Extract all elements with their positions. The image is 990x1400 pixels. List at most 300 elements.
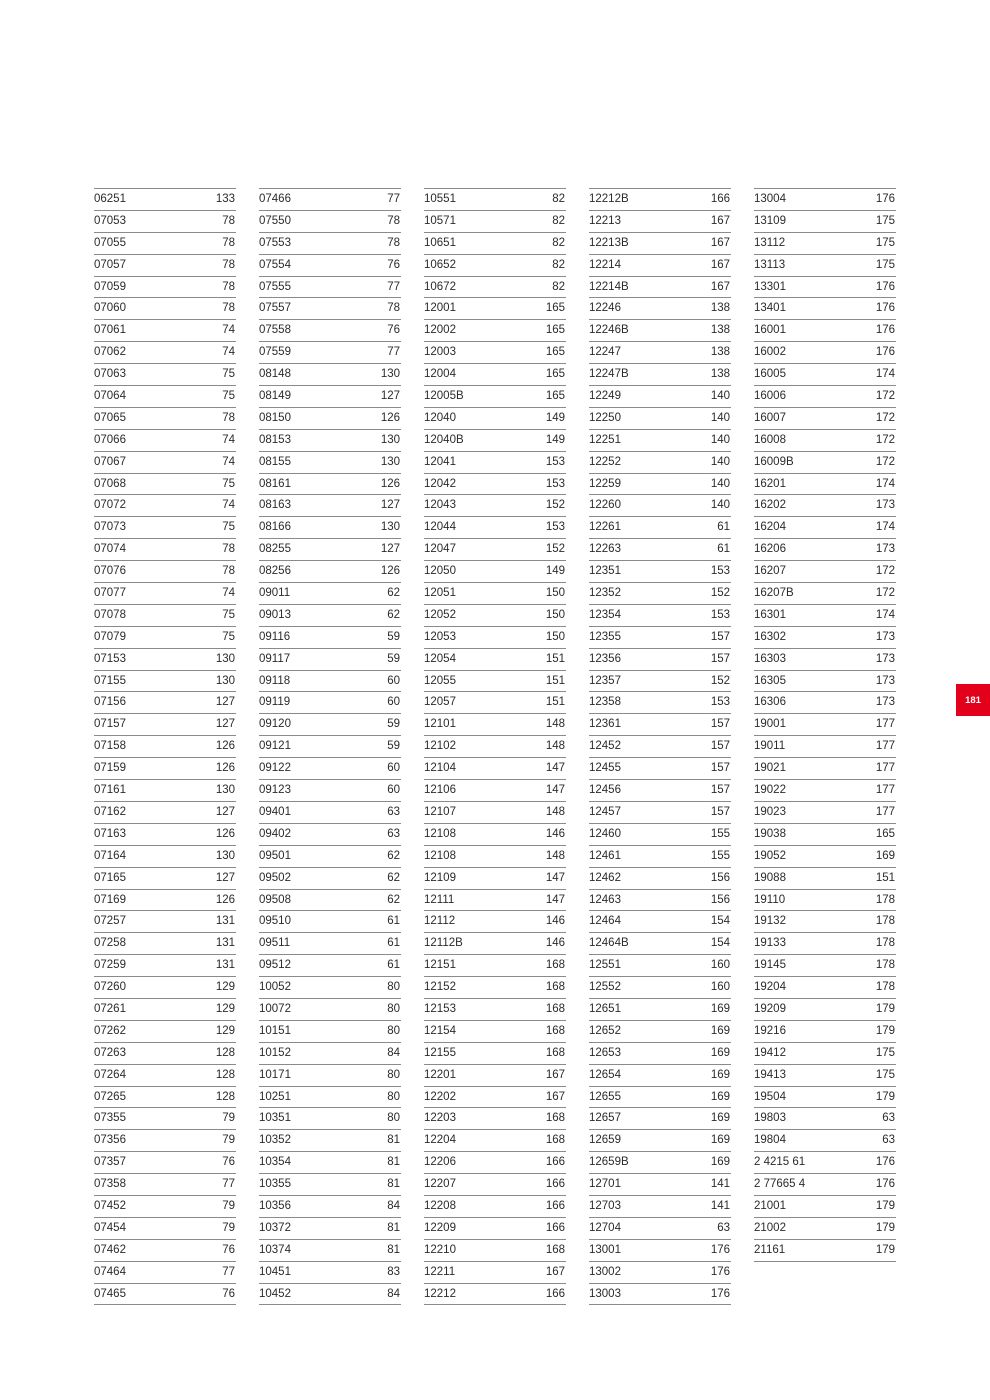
article-code: 07257 — [94, 915, 126, 928]
index-row — [754, 692, 896, 714]
article-code: 07156 — [94, 696, 126, 709]
index-row — [754, 736, 896, 758]
index-row — [259, 868, 401, 890]
page-ref: 62 — [387, 608, 400, 621]
article-code: 12250 — [589, 411, 621, 424]
index-row — [259, 1021, 401, 1043]
page-ref: 166 — [545, 1221, 565, 1234]
article-code: 07074 — [94, 543, 126, 556]
page-ref: 165 — [875, 827, 895, 840]
index-row — [259, 430, 401, 452]
page-ref: 138 — [710, 346, 730, 359]
index-row — [424, 977, 566, 999]
page-ref: 78 — [222, 280, 235, 293]
page-ref: 81 — [387, 1221, 400, 1234]
article-code: 07462 — [94, 1243, 126, 1256]
article-code: 12107 — [424, 805, 456, 818]
page-ref: 133 — [215, 193, 235, 205]
index-row — [754, 780, 896, 802]
index-row — [259, 824, 401, 846]
article-code: 12358 — [589, 696, 621, 709]
article-code: 16009B — [754, 455, 794, 468]
index-row — [94, 430, 236, 452]
article-code: 12213B — [589, 236, 629, 249]
article-code: 12151 — [424, 959, 456, 972]
index-row — [424, 933, 566, 955]
index-row — [754, 452, 896, 474]
article-code: 10251 — [259, 1090, 291, 1103]
page-ref: 176 — [875, 1156, 895, 1169]
article-code: 07076 — [94, 565, 126, 578]
article-code: 07155 — [94, 674, 126, 687]
page-ref: 141 — [710, 1178, 730, 1191]
index-row — [424, 824, 566, 846]
page-ref: 169 — [710, 1024, 730, 1037]
page-ref: 61 — [717, 521, 730, 534]
page-ref: 153 — [710, 565, 730, 578]
article-code: 07061 — [94, 324, 126, 337]
index-row — [424, 868, 566, 890]
index-row — [589, 933, 731, 955]
index-row — [754, 408, 896, 430]
page-ref: 77 — [222, 1265, 235, 1278]
page-ref: 146 — [545, 827, 565, 840]
page-ref: 154 — [710, 915, 730, 928]
index-row — [589, 999, 731, 1021]
index-row — [94, 1262, 236, 1284]
index-row — [754, 561, 896, 583]
article-code: 16306 — [754, 696, 786, 709]
page-ref: 173 — [875, 630, 895, 643]
page-ref: 172 — [875, 455, 895, 468]
article-code: 13112 — [754, 236, 786, 249]
article-code: 12001 — [424, 302, 456, 315]
index-row — [94, 1152, 236, 1174]
page-ref: 138 — [710, 324, 730, 337]
index-row — [259, 933, 401, 955]
page-ref: 76 — [387, 324, 400, 337]
index-row — [424, 605, 566, 627]
index-row — [589, 955, 731, 977]
article-code: 12154 — [424, 1024, 456, 1037]
article-code: 12101 — [424, 718, 456, 731]
article-code: 12214 — [589, 258, 621, 271]
article-code: 12201 — [424, 1068, 456, 1081]
page-ref: 84 — [387, 1287, 400, 1300]
index-row — [259, 233, 401, 255]
page-ref: 148 — [545, 718, 565, 731]
index-row — [259, 320, 401, 342]
index-row — [259, 846, 401, 868]
page-ref: 157 — [710, 740, 730, 753]
page-ref: 166 — [545, 1287, 565, 1300]
article-code: 07261 — [94, 1002, 126, 1015]
index-row — [259, 605, 401, 627]
page-ref: 172 — [875, 565, 895, 578]
article-code: 12153 — [424, 1002, 456, 1015]
page-ref: 154 — [710, 937, 730, 950]
article-code: 12252 — [589, 455, 621, 468]
page-ref: 140 — [710, 390, 730, 403]
page-ref: 129 — [215, 1002, 235, 1015]
index-row — [94, 999, 236, 1021]
page-ref: 63 — [387, 827, 400, 840]
index-row — [259, 277, 401, 299]
page-ref: 166 — [545, 1178, 565, 1191]
index-row — [589, 561, 731, 583]
index-row — [94, 561, 236, 583]
page-ref: 126 — [380, 565, 400, 578]
index-row — [94, 1087, 236, 1109]
index-row — [94, 255, 236, 277]
index-row — [754, 1174, 896, 1196]
index-row — [259, 561, 401, 583]
article-code: 07064 — [94, 390, 126, 403]
index-row — [424, 298, 566, 320]
index-row — [754, 1043, 896, 1065]
article-code: 19022 — [754, 784, 786, 797]
page-ref: 176 — [875, 1178, 895, 1191]
index-row — [259, 255, 401, 277]
index-row — [94, 517, 236, 539]
index-row — [94, 1130, 236, 1152]
index-row — [424, 780, 566, 802]
article-code: 07067 — [94, 455, 126, 468]
article-code: 19145 — [754, 959, 786, 972]
page-ref: 167 — [710, 236, 730, 249]
page-ref: 175 — [875, 236, 895, 249]
page-ref: 62 — [387, 893, 400, 906]
index-row — [424, 211, 566, 233]
index-row — [94, 495, 236, 517]
index-row — [94, 911, 236, 933]
article-code: 12213 — [589, 214, 621, 227]
index-row — [259, 211, 401, 233]
page-ref: 82 — [552, 214, 565, 227]
article-code: 13003 — [589, 1287, 621, 1300]
article-code: 12361 — [589, 718, 621, 731]
article-code: 12108 — [424, 827, 456, 840]
index-row — [259, 692, 401, 714]
article-code: 10374 — [259, 1243, 291, 1256]
article-code: 21161 — [754, 1243, 786, 1256]
page-ref: 131 — [215, 915, 235, 928]
index-row — [589, 911, 731, 933]
article-code: 12041 — [424, 455, 456, 468]
article-code: 12246 — [589, 302, 621, 315]
article-code: 12455 — [589, 762, 621, 775]
index-row — [424, 452, 566, 474]
page-ref: 167 — [545, 1265, 565, 1278]
page-ref: 78 — [222, 258, 235, 271]
index-row — [424, 1262, 566, 1284]
index-row — [424, 539, 566, 561]
page-ref: 167 — [710, 280, 730, 293]
index-row — [589, 1284, 731, 1306]
page-ref: 61 — [387, 937, 400, 950]
article-code: 07158 — [94, 740, 126, 753]
page-ref: 167 — [545, 1090, 565, 1103]
index-row — [589, 211, 731, 233]
index-row — [259, 802, 401, 824]
index-row — [94, 1218, 236, 1240]
article-code: 07060 — [94, 302, 126, 315]
article-code: 13113 — [754, 258, 786, 271]
page-ref: 79 — [222, 1221, 235, 1234]
article-code: 19110 — [754, 893, 786, 906]
index-row — [424, 714, 566, 736]
article-code: 12652 — [589, 1024, 621, 1037]
page-ref: 169 — [710, 1046, 730, 1059]
article-code: 12210 — [424, 1243, 456, 1256]
article-code: 12204 — [424, 1134, 456, 1147]
page-ref: 127 — [215, 805, 235, 818]
page-ref: 169 — [710, 1090, 730, 1103]
article-code: 07164 — [94, 849, 126, 862]
index-row — [589, 758, 731, 780]
page-ref: 178 — [875, 915, 895, 928]
article-code: 09011 — [259, 587, 291, 600]
index-row — [754, 386, 896, 408]
page-ref: 126 — [215, 762, 235, 775]
page-ref: 167 — [710, 214, 730, 227]
index-row — [589, 298, 731, 320]
article-code: 13001 — [589, 1243, 621, 1256]
index-row — [754, 342, 896, 364]
article-code: 12653 — [589, 1046, 621, 1059]
page-ref: 131 — [215, 959, 235, 972]
index-row — [754, 802, 896, 824]
article-code: 10354 — [259, 1156, 291, 1169]
page-ref: 130 — [380, 521, 400, 534]
index-row — [259, 189, 401, 211]
index-row — [589, 386, 731, 408]
article-code: 19216 — [754, 1024, 786, 1037]
index-row — [424, 1240, 566, 1262]
index-row — [94, 1043, 236, 1065]
article-code: 08163 — [259, 499, 291, 512]
page-ref: 140 — [710, 455, 730, 468]
article-code: 08256 — [259, 565, 291, 578]
index-row — [259, 999, 401, 1021]
page-ref: 150 — [545, 630, 565, 643]
article-code: 12356 — [589, 652, 621, 665]
page-ref: 127 — [215, 718, 235, 731]
page-ref: 147 — [545, 762, 565, 775]
page-ref: 130 — [380, 433, 400, 446]
index-row — [589, 627, 731, 649]
page-ref: 128 — [215, 1090, 235, 1103]
article-code: 07260 — [94, 981, 126, 994]
article-code: 09118 — [259, 674, 291, 687]
index-row — [589, 1087, 731, 1109]
page-ref: 152 — [710, 587, 730, 600]
index-row — [754, 977, 896, 999]
index-row — [259, 1043, 401, 1065]
page-ref: 127 — [215, 871, 235, 884]
article-code: 07357 — [94, 1156, 126, 1169]
article-code: 12052 — [424, 608, 456, 621]
article-code: 12112B — [424, 937, 463, 950]
page-ref: 140 — [710, 433, 730, 446]
article-code: 10652 — [424, 258, 456, 271]
article-code: 12055 — [424, 674, 456, 687]
page-ref: 166 — [545, 1156, 565, 1169]
page-ref: 172 — [875, 390, 895, 403]
article-code: 16302 — [754, 630, 786, 643]
page-ref: 82 — [552, 236, 565, 249]
index-row — [94, 277, 236, 299]
article-code: 16207B — [754, 587, 794, 600]
article-code: 12462 — [589, 871, 621, 884]
page-ref: 147 — [545, 893, 565, 906]
index-row — [94, 671, 236, 693]
article-code: 12050 — [424, 565, 456, 578]
article-code: 07057 — [94, 258, 126, 271]
index-row — [424, 955, 566, 977]
page-ref: 149 — [545, 411, 565, 424]
index-row — [259, 736, 401, 758]
article-code: 12206 — [424, 1156, 456, 1169]
index-row — [754, 627, 896, 649]
index-row — [424, 1196, 566, 1218]
index-row — [589, 846, 731, 868]
page-ref: 152 — [710, 674, 730, 687]
article-code: 16303 — [754, 652, 786, 665]
index-row — [589, 1130, 731, 1152]
page-ref: 80 — [387, 1002, 400, 1015]
page-ref: 168 — [545, 1112, 565, 1125]
index-row — [94, 649, 236, 671]
index-row — [754, 1240, 896, 1262]
page-ref: 78 — [387, 302, 400, 315]
index-row — [424, 1130, 566, 1152]
article-code: 2 77665 4 — [754, 1178, 806, 1191]
article-code: 19204 — [754, 981, 786, 994]
article-code: 10072 — [259, 1002, 291, 1015]
index-row — [424, 846, 566, 868]
index-row — [94, 408, 236, 430]
index-row — [94, 1021, 236, 1043]
index-row — [424, 1065, 566, 1087]
article-code: 12659 — [589, 1134, 621, 1147]
article-code: 06251 — [94, 193, 126, 205]
index-row — [424, 1174, 566, 1196]
article-code: 19023 — [754, 805, 786, 818]
index-row — [94, 868, 236, 890]
article-code: 10352 — [259, 1134, 291, 1147]
page-ref: 169 — [710, 1134, 730, 1147]
article-code: 07550 — [259, 214, 291, 227]
page-ref: 152 — [545, 499, 565, 512]
page-ref: 152 — [545, 543, 565, 556]
article-code: 12047 — [424, 543, 456, 556]
article-code: 12357 — [589, 674, 621, 687]
page-ref: 127 — [380, 499, 400, 512]
page-ref: 177 — [875, 740, 895, 753]
index-row — [424, 430, 566, 452]
article-code: 12247B — [589, 368, 629, 381]
page-ref: 156 — [710, 893, 730, 906]
index-row — [94, 627, 236, 649]
article-code: 09512 — [259, 959, 291, 972]
article-code: 12043 — [424, 499, 456, 512]
index-column-5 — [754, 188, 896, 1262]
page-ref: 148 — [545, 849, 565, 862]
index-row — [589, 1108, 731, 1130]
index-row — [94, 1108, 236, 1130]
article-code: 10152 — [259, 1046, 291, 1059]
article-code: 13301 — [754, 280, 786, 293]
page-ref: 166 — [545, 1199, 565, 1212]
index-row — [754, 320, 896, 342]
index-row — [589, 364, 731, 386]
article-code: 16301 — [754, 608, 786, 621]
page-ref: 126 — [380, 477, 400, 490]
page-ref: 80 — [387, 1024, 400, 1037]
article-code: 12263 — [589, 543, 621, 556]
article-code: 12152 — [424, 981, 456, 994]
article-code: 07072 — [94, 499, 126, 512]
index-row — [754, 758, 896, 780]
article-code: 13004 — [754, 193, 786, 205]
page-ref: 74 — [222, 346, 235, 359]
index-row — [94, 189, 236, 211]
index-row — [94, 474, 236, 496]
article-code: 07062 — [94, 346, 126, 359]
page-ref: 83 — [387, 1265, 400, 1278]
index-row — [94, 342, 236, 364]
article-code: 13109 — [754, 214, 786, 227]
article-code: 12651 — [589, 1002, 621, 1015]
page-ref: 176 — [875, 193, 895, 205]
article-code: 08153 — [259, 433, 291, 446]
index-row — [424, 1021, 566, 1043]
article-code: 12109 — [424, 871, 456, 884]
article-code: 08166 — [259, 521, 291, 534]
page-ref: 173 — [875, 696, 895, 709]
index-row — [754, 1065, 896, 1087]
index-row — [589, 780, 731, 802]
article-code: 07059 — [94, 280, 126, 293]
page-ref: 138 — [710, 302, 730, 315]
page-ref: 174 — [875, 368, 895, 381]
page-ref: 63 — [882, 1112, 895, 1125]
page-ref: 165 — [545, 390, 565, 403]
page-ref: 76 — [222, 1156, 235, 1169]
article-code: 12456 — [589, 784, 621, 797]
article-code: 12351 — [589, 565, 621, 578]
article-code: 09501 — [259, 849, 291, 862]
page-ref: 175 — [875, 1046, 895, 1059]
article-code: 12209 — [424, 1221, 456, 1234]
index-row — [754, 649, 896, 671]
article-code: 07165 — [94, 871, 126, 884]
page-ref: 168 — [545, 959, 565, 972]
page-ref: 74 — [222, 324, 235, 337]
article-code: 16007 — [754, 411, 786, 424]
article-code: 07265 — [94, 1090, 126, 1103]
index-row — [424, 233, 566, 255]
index-row — [589, 495, 731, 517]
page-ref: 126 — [215, 893, 235, 906]
page-ref: 167 — [545, 1068, 565, 1081]
article-code: 09116 — [259, 630, 291, 643]
index-row — [94, 233, 236, 255]
index-row — [259, 955, 401, 977]
article-code: 2 4215 61 — [754, 1156, 806, 1169]
page-ref: 176 — [710, 1265, 730, 1278]
